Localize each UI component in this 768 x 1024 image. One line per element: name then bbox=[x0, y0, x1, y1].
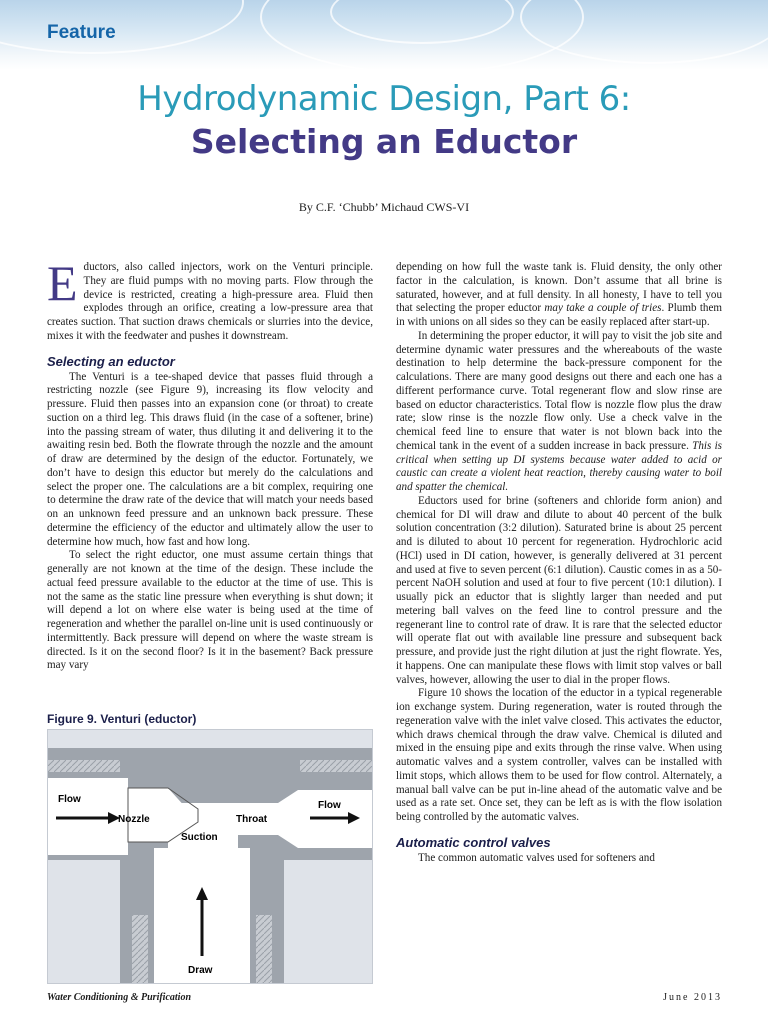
body-paragraph: In determining the proper eductor, it will pay to visit the job site and determine dynamic water pressures and the whereabouts of the waste destination to help determine the back-pressure component for the calculations. There are many good designs out there and each one has a different performance curve. Total regenerant flow and slow rinse are based on eductor characteristics. Total flow is nozzle flow plus the draw rate; slow rinse is the nozzle flow only. Use a check valve in the chemical feed line to ensure that water is not blown back into the chemical tank in the event of a sudden increase in back pressure. This is critical when setting up DI systems because water added to acid or caustic can create a violent heat reaction, thereby causing water to boil and spatter the chemical. bbox=[396, 329, 722, 493]
body-paragraph: Figure 10 shows the location of the eductor in a typical regenerable ion exchange system. During regeneration, water is routed through the regeneration valve with the inlet valve closed. This activates the eductor, which draws chemical through the draw valve. Chemical is diluted and mixed in the ensuing pipe and exits through the rinse valve. When using automatic valves and a system controller, valves can be installed with limit stops, which allows them to be used for flow control. Alternately, a manual ball valve can be put in-line ahead of the automatic valve and be used as a rate set. Once set, they can be left as is with the flow isolation being controlled by the automatic valves. bbox=[396, 687, 722, 823]
drop-cap: E bbox=[47, 255, 78, 311]
label-suction: Suction bbox=[181, 832, 218, 843]
figure-frame bbox=[47, 729, 373, 984]
subheading: Automatic control valves bbox=[396, 834, 551, 850]
body-paragraph: The common automatic valves used for softeners and bbox=[418, 851, 655, 864]
figure-venturi bbox=[47, 712, 373, 990]
thread-bottom-right bbox=[256, 915, 272, 983]
footer-date: June 2013 bbox=[663, 992, 722, 1003]
thread-top-right bbox=[300, 760, 372, 772]
suction-chamber bbox=[168, 803, 238, 853]
footer-publication: Water Conditioning & Purification bbox=[47, 992, 192, 1003]
body-paragraph: Eductors used for brine (softeners and chloride form anion) and chemical for DI will draw and dilute to about 40 percent of the bulk solution concentration (3:2 dilution). Saturated brine is about 25 percent and is diluted to about 10 percent for regeneration. Hydrochloric acid (HCl) used in DI cation, however, is generally delivered at 31 percent and used at five to seven percent (6:1 dilution). Caustic comes in as a 50-percent NaOH solution and used at four to five percent (10:1 dilution). I usually pick an eductor that is slightly larger than needed and put metering ball valves on the feed line to control pressure and the regenerant line to control rate of draw. It is rare that the selected eductor will operate flat out with available line pressure and subsequent back pressure, and provide just the right dilution at just the right flowrate. Yes, it happens. One can manipulate these flows with limit stop valves or ball valves, however, allowing the user to dial in the proper flows. bbox=[396, 494, 722, 686]
body-paragraph: depending on how full the waste tank is. Fluid density, the only other factor in the calculation, is known. Don’t assume that all brine is saturated, however, and at full density. In all honesty, I have to tell you that selecting the proper eductor may take a couple of tries. Plumb them in with unions on all sides so they can be easily replaced after start-up. bbox=[396, 261, 723, 328]
body-paragraph: The Venturi is a tee-shaped device that passes fluid through a restricting nozzle (see Figure 9), increasing its flow velocity and pressure. Fluid then passes into an expansion cone (or throat) to create suction on a third leg. This draws fluid (in the case of a softener, brine) into the passing stream of water, thus diluting it and delivering it to the awaiting resin bed. Both the flowrate through the nozzle and the amount of draw are determined by the design of the eductor. Fortunately, we don’t have to design this eductor but merely do the calculations and select the proper one. The calculations are a bit complex, requiring one to determine the draw rate of the device that will match your needs based on an unknown feed pressure and an unknown back pressure. These determine the efficiency of the eductor and ultimately allow the user to determine how much, how fast and how long. bbox=[47, 370, 373, 548]
thread-top-left bbox=[48, 760, 120, 772]
column-right bbox=[396, 261, 722, 866]
water-ripple bbox=[0, 0, 244, 54]
water-ripple bbox=[520, 0, 768, 64]
label-flow-in: Flow bbox=[58, 794, 81, 805]
figure-caption: Figure 9. Venturi (eductor) bbox=[47, 712, 197, 726]
article-title-line1: Hydrodynamic Design, Part 6: bbox=[137, 79, 631, 119]
body-paragraph: To select the right eductor, one must assume certain things that generally are not known at the time of the design. These include the actual feed pressure available to the eductor at the time of use. This is not the same as the static line pressure when everything is shut down; it will depend a lot on where else water is being used at the time of regeneration and whether the parallel on-line unit is used continuously or intermittently. Back pressure will depend on where the waste stream is directed. Is it on the second floor? Is it in the basement? Back pressure may vary bbox=[47, 549, 373, 672]
intro-text: ductors, also called injectors, work on the Venturi principle. They are fluid pumps with no moving parts. Flow through the device is restricted, creating a high-pressure area. Fluid then explodes through an orifice, creating a low-pressure area that creates suction. That suction draws chemicals or slurries into the device, mixes it with the feedwater and pushes it downstream. bbox=[47, 261, 373, 342]
label-draw: Draw bbox=[188, 965, 213, 976]
label-flow-out: Flow bbox=[318, 800, 341, 811]
byline: By C.F. ‘Chubb’ Michaud CWS-VI bbox=[298, 200, 470, 214]
thread-bottom-left bbox=[132, 915, 148, 983]
section-label: Feature bbox=[47, 22, 116, 43]
column-left bbox=[47, 255, 373, 673]
subheading: Selecting an eductor bbox=[47, 353, 175, 369]
intro-paragraph bbox=[47, 255, 373, 344]
venturi-diagram bbox=[48, 730, 372, 983]
label-throat: Throat bbox=[236, 814, 268, 825]
label-nozzle: Nozzle bbox=[118, 814, 150, 825]
article-title-line2: Selecting an Eductor bbox=[190, 122, 578, 161]
